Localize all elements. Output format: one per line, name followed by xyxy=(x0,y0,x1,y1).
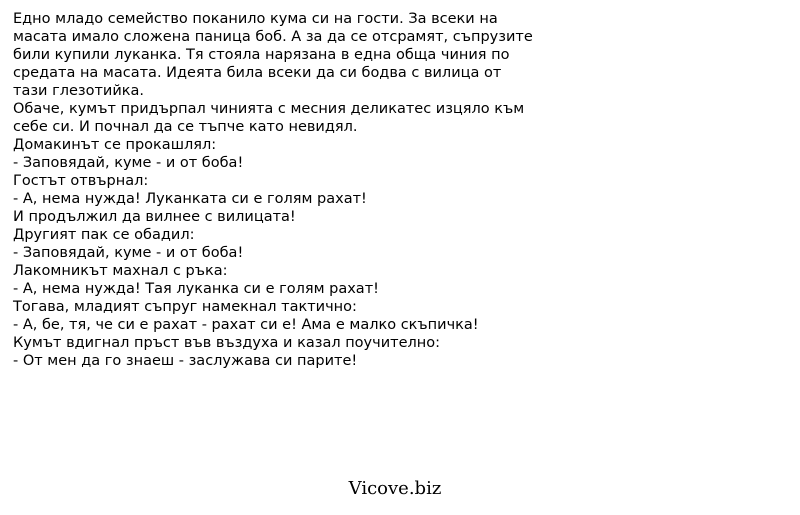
joke-line: тази глезотийка. xyxy=(13,83,145,99)
joke-line: Лакомникът махнал с ръка: xyxy=(13,263,228,279)
joke-line: Тогава, младият съпруг намекнал тактично: xyxy=(13,299,357,315)
joke-line: Кумът вдигнал пръст във въздуха и казал поучително: xyxy=(13,335,440,351)
joke-line: Другият пак се обадил: xyxy=(13,227,195,243)
joke-line: - А, бе, тя, че си е рахат - рахат си е! Ама е малко скъпичка! xyxy=(13,317,479,333)
joke-line: били купили луканка. Тя стояла нарязана в една обща чиния по xyxy=(13,47,510,63)
joke-line: Гостът отвърнал: xyxy=(13,173,149,189)
joke-line: - А, нема нужда! Луканката си е голям рахат! xyxy=(13,191,367,207)
joke-text xyxy=(13,10,793,370)
joke-line: Домакинът се прокашлял: xyxy=(13,137,217,153)
joke-line: Обаче, кумът придърпал чинията с месния деликатес изцяло към xyxy=(13,101,525,117)
site-watermark: Vicove.biz xyxy=(348,478,442,499)
joke-line: Едно младо семейство поканило кума си на гости. За всеки на xyxy=(13,11,498,27)
joke-line: - Заповядай, куме - и от боба! xyxy=(13,245,244,261)
joke-line: средата на масата. Идеята била всеки да си бодва с вилица от xyxy=(13,65,502,81)
joke-line: И продължил да вилнее с вилицата! xyxy=(13,209,296,225)
joke-line: масата имало сложена паница боб. А за да се отсрамят, съпрузите xyxy=(13,29,533,45)
joke-line: себе си. И почнал да се тъпче като невидял. xyxy=(13,119,358,135)
joke-line: - А, нема нужда! Тая луканка си е голям рахат! xyxy=(13,281,379,297)
joke-line: - От мен да го знаеш - заслужава си парите! xyxy=(13,353,358,369)
joke-line: - Заповядай, куме - и от боба! xyxy=(13,155,244,171)
